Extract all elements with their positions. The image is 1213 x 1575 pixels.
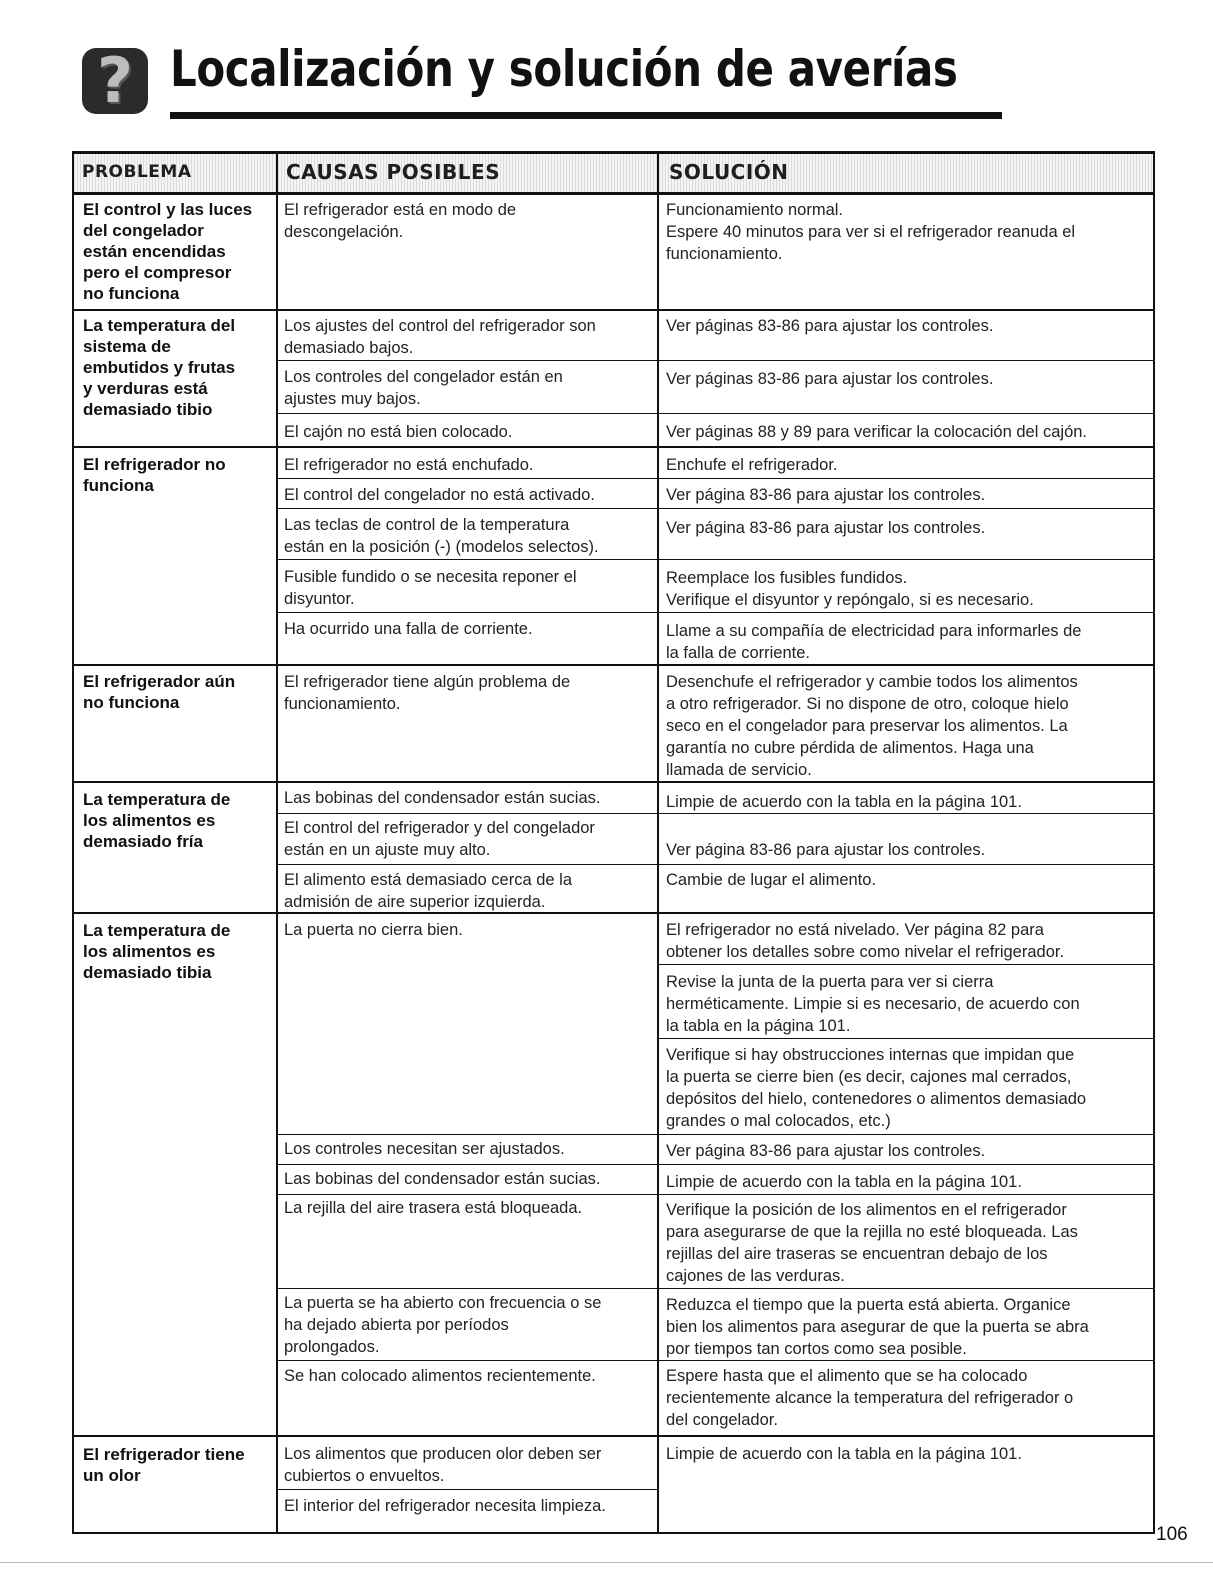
cause-cell: El control del refrigerador y del congelador están en un ajuste muy alto. bbox=[284, 819, 595, 859]
cause-cell: Las teclas de control de la temperatura están en la posición (-) (modelos selectos). bbox=[284, 516, 599, 556]
solution-cell: Verifique la posición de los alimentos en el refrigerador para asegurarse de que la rejilla no esté bloqueada. Las rejillas del aire traseras se encuentran debajo de los cajones de las verduras. bbox=[666, 1201, 1078, 1285]
solution-cell: El refrigerador no está nivelado. Ver página 82 para obtener los detalles sobre como nivelar el refrigerador. bbox=[666, 921, 1065, 961]
cause-cell: Los controles necesitan ser ajustados. bbox=[284, 1140, 565, 1158]
item-divider bbox=[277, 1489, 658, 1490]
troubleshooting-table bbox=[72, 151, 1155, 1534]
solution-cell: Revise la junta de la puerta para ver si cierra herméticamente. Limpie si es necesario, de acuerdo con la tabla en la página 101. bbox=[666, 973, 1080, 1035]
solution-cell: Reduzca el tiempo que la puerta está abierta. Organice bien los alimentos para asegurar de que la puerta se abra por tiempos tan cortos como sea posible. bbox=[666, 1296, 1089, 1358]
item-divider bbox=[277, 864, 1153, 865]
item-divider bbox=[277, 1134, 1153, 1135]
cause-cell: La puerta no cierra bien. bbox=[284, 921, 463, 939]
solution-cell: Desenchufe el refrigerador y cambie todos los alimentos a otro refrigerador. Si no dispone de otro, coloque hielo seco en el congelador para preservar los alimentos. La garantía no cubre pérdida de alimentos. Haga una llamada de servicio. bbox=[666, 673, 1078, 779]
header-problem: PROBLEMA bbox=[82, 162, 192, 182]
problem-cell: La temperatura de los alimentos es demasiado tibia bbox=[83, 921, 231, 982]
page-header bbox=[82, 38, 958, 128]
item-divider bbox=[277, 612, 1153, 613]
solution-cell: Limpie de acuerdo con la tabla en la página 101. bbox=[666, 1173, 1022, 1191]
row-divider bbox=[74, 781, 1153, 783]
cause-cell: Las bobinas del condensador están sucias. bbox=[284, 789, 601, 807]
page-bottom-rule bbox=[0, 1562, 1213, 1563]
problem-cell: El refrigerador aún no funciona bbox=[83, 672, 236, 712]
cause-cell: Las bobinas del condensador están sucias. bbox=[284, 1170, 601, 1188]
solution-cell: Cambie de lugar el alimento. bbox=[666, 871, 877, 889]
table-header bbox=[74, 154, 1153, 195]
row-divider bbox=[74, 1435, 1153, 1437]
solution-cell: Reemplace los fusibles fundidos. Verifique el disyuntor y repóngalo, si es necesario. bbox=[666, 569, 1034, 609]
cause-cell: El refrigerador tiene algún problema de funcionamiento. bbox=[284, 673, 571, 713]
cause-cell: El control del congelador no está activado. bbox=[284, 486, 595, 504]
page-number: 106 bbox=[1156, 1524, 1188, 1545]
problem-cell: El refrigerador tiene un olor bbox=[83, 1445, 245, 1485]
item-divider bbox=[277, 813, 1153, 814]
item-divider bbox=[277, 478, 1153, 479]
solution-cell: Ver página 83-86 para ajustar los controles. bbox=[666, 486, 986, 504]
solution-cell: Llame a su compañía de electricidad para informarles de la falla de corriente. bbox=[666, 622, 1082, 662]
solution-cell: Funcionamiento normal. Espere 40 minutos para ver si el refrigerador reanuda el funcionamiento. bbox=[666, 201, 1076, 263]
item-divider bbox=[277, 360, 1153, 361]
item-divider bbox=[277, 413, 1153, 414]
solution-cell: Ver páginas 83-86 para ajustar los controles. bbox=[666, 317, 994, 335]
problem-cell: La temperatura del sistema de embutidos y frutas y verduras está demasiado tibio bbox=[83, 316, 236, 419]
header-causes: CAUSAS POSIBLES bbox=[286, 160, 501, 184]
problem-cell: La temperatura de los alimentos es demasiado fría bbox=[83, 790, 231, 851]
problem-cell: El control y las luces del congelador están encendidas pero el compresor no funciona bbox=[83, 200, 253, 303]
cause-cell: La puerta se ha abierto con frecuencia o se ha dejado abierta por períodos prolongados. bbox=[284, 1294, 602, 1356]
cause-cell: El refrigerador está en modo de descongelación. bbox=[284, 201, 517, 241]
row-divider bbox=[74, 446, 1153, 448]
solution-cell: Enchufe el refrigerador. bbox=[666, 456, 838, 474]
row-divider bbox=[74, 664, 1153, 666]
cause-cell: Se han colocado alimentos recientemente. bbox=[284, 1367, 596, 1385]
solution-cell: Ver páginas 83-86 para ajustar los controles. bbox=[666, 370, 994, 388]
cause-cell: El refrigerador no está enchufado. bbox=[284, 456, 534, 474]
cause-cell: El interior del refrigerador necesita limpieza. bbox=[284, 1497, 606, 1515]
cause-cell: Ha ocurrido una falla de corriente. bbox=[284, 620, 533, 638]
item-divider bbox=[277, 1288, 1153, 1289]
item-divider bbox=[277, 1194, 1153, 1195]
solution-cell: Limpie de acuerdo con la tabla en la página 101. bbox=[666, 793, 1022, 811]
cause-cell: Los alimentos que producen olor deben ser cubiertos o envueltos. bbox=[284, 1445, 602, 1485]
cause-cell: El cajón no está bien colocado. bbox=[284, 423, 513, 441]
cause-cell: El alimento está demasiado cerca de la admisión de aire superior izquierda. bbox=[284, 871, 572, 911]
item-divider bbox=[277, 1164, 1153, 1165]
title-underline bbox=[170, 112, 1002, 119]
row-divider bbox=[74, 309, 1153, 311]
row-divider bbox=[74, 912, 1153, 914]
header-solution: SOLUCIÓN bbox=[669, 160, 789, 184]
solution-cell: Ver página 83-86 para ajustar los controles. bbox=[666, 1142, 986, 1160]
solution-cell: Limpie de acuerdo con la tabla en la página 101. bbox=[666, 1445, 1022, 1463]
solution-cell: Verifique si hay obstrucciones internas que impidan que la puerta se cierre bien (es decir, cajones mal cerrados, depósitos del hielo, contenedores o alimentos demasiado grandes o mal colocados, etc.) bbox=[666, 1046, 1087, 1130]
solution-cell: Espere hasta que el alimento que se ha colocado recientemente alcance la temperatura del refrigerador o del congelador. bbox=[666, 1367, 1074, 1429]
question-mark-icon: ? bbox=[82, 48, 148, 114]
page-title: Localización y solución de averías bbox=[170, 40, 958, 98]
cause-cell: Los ajustes del control del refrigerador son demasiado bajos. bbox=[284, 317, 596, 357]
solution-cell: Ver página 83-86 para ajustar los controles. bbox=[666, 519, 986, 537]
cause-cell: La rejilla del aire trasera está bloqueada. bbox=[284, 1199, 583, 1217]
problem-cell: El refrigerador no funciona bbox=[83, 455, 226, 495]
item-divider bbox=[658, 964, 1153, 965]
item-divider bbox=[277, 1360, 1153, 1361]
item-divider bbox=[658, 1038, 1153, 1039]
item-divider bbox=[277, 508, 1153, 509]
solution-cell: Ver páginas 88 y 89 para verificar la colocación del cajón. bbox=[666, 423, 1087, 441]
solution-cell: Ver página 83-86 para ajustar los controles. bbox=[666, 841, 986, 859]
item-divider bbox=[277, 559, 1153, 560]
cause-cell: Fusible fundido o se necesita reponer el disyuntor. bbox=[284, 568, 577, 608]
cause-cell: Los controles del congelador están en ajustes muy bajos. bbox=[284, 368, 563, 408]
